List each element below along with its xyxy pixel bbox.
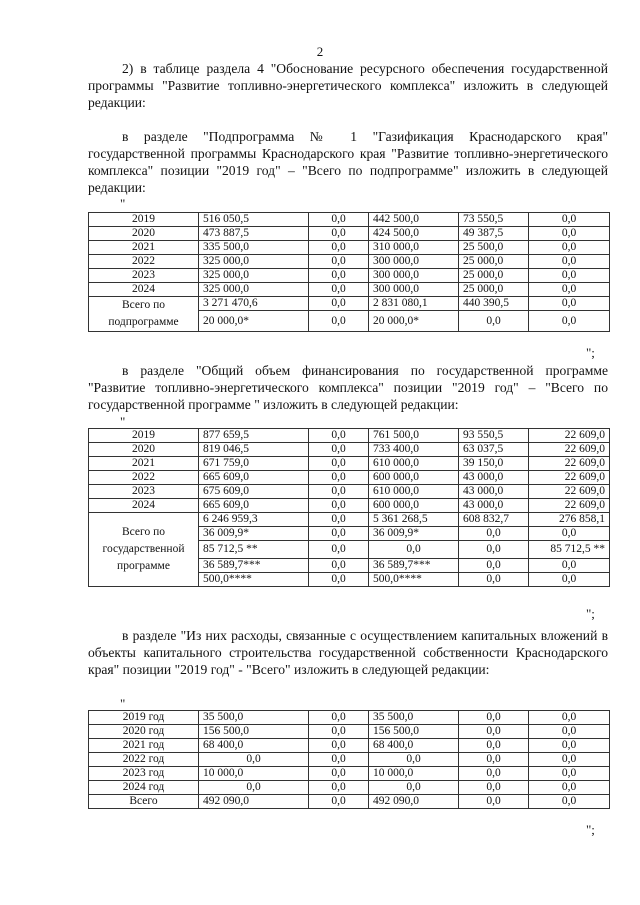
federal-cell: 0,0: [309, 311, 369, 332]
year-cell: 2023: [89, 269, 199, 283]
local-cell: 440 390,5: [459, 297, 529, 311]
federal-cell: 0,0: [309, 541, 369, 559]
year-cell: 2020 год: [89, 725, 199, 739]
federal-cell: 0,0: [309, 227, 369, 241]
federal-cell: 0,0: [309, 241, 369, 255]
local-cell: 0,0: [459, 541, 529, 559]
program-funding-table: [88, 428, 610, 587]
total-cell: 665 609,0: [199, 471, 309, 485]
total-cell: 0,0: [199, 753, 309, 767]
table-row: [89, 443, 610, 457]
total-cell: 473 887,5: [199, 227, 309, 241]
extrabudget-cell: 22 609,0: [529, 485, 610, 499]
federal-cell: 0,0: [309, 739, 369, 753]
total-cell: 85 712,5 **: [199, 541, 309, 559]
local-cell: 63 037,5: [459, 443, 529, 457]
federal-cell: 0,0: [309, 711, 369, 725]
regional-cell: 761 500,0: [369, 429, 459, 443]
total-cell: 665 609,0: [199, 499, 309, 513]
total-cell: 877 659,5: [199, 429, 309, 443]
total-cell: 500,0****: [199, 573, 309, 587]
table-row: [89, 711, 610, 725]
regional-cell: 10 000,0: [369, 767, 459, 781]
total-cell: 516 050,5: [199, 213, 309, 227]
extrabudget-cell: 0,0: [529, 269, 610, 283]
local-cell: 25 000,0: [459, 283, 529, 297]
total-cell: 36 589,7***: [199, 559, 309, 573]
federal-cell: 0,0: [309, 527, 369, 541]
regional-cell: 0,0: [369, 541, 459, 559]
federal-cell: 0,0: [309, 429, 369, 443]
local-cell: 43 000,0: [459, 471, 529, 485]
regional-cell: 300 000,0: [369, 255, 459, 269]
capital-investments-table: [88, 710, 610, 809]
year-cell: 2024 год: [89, 781, 199, 795]
regional-cell: 0,0: [369, 781, 459, 795]
extrabudget-cell: 0,0: [529, 753, 610, 767]
regional-cell: 0,0: [369, 753, 459, 767]
federal-cell: 0,0: [309, 513, 369, 527]
extrabudget-cell: 0,0: [529, 241, 610, 255]
total-label-cell: Всего по государственной программе: [89, 513, 199, 587]
total-cell: 3 271 470,6: [199, 297, 309, 311]
year-cell: Всего: [89, 795, 199, 809]
total-cell: 156 500,0: [199, 725, 309, 739]
subprogram-funding-table: [88, 212, 610, 332]
extrabudget-cell: 0,0: [529, 739, 610, 753]
local-cell: 0,0: [459, 711, 529, 725]
extrabudget-cell: 0,0: [529, 213, 610, 227]
federal-cell: 0,0: [309, 255, 369, 269]
table-row: [89, 227, 610, 241]
extrabudget-cell: 0,0: [529, 227, 610, 241]
extrabudget-cell: 0,0: [529, 781, 610, 795]
table-row: [89, 725, 610, 739]
opening-quote: ": [120, 196, 126, 211]
total-label-cell: Всего по подпрограмме: [89, 297, 199, 332]
local-cell: 25 000,0: [459, 255, 529, 269]
year-cell: 2019: [89, 429, 199, 443]
total-cell: 68 400,0: [199, 739, 309, 753]
year-cell: 2024: [89, 499, 199, 513]
regional-cell: 2 831 080,1: [369, 297, 459, 311]
total-cell: 6 246 959,3: [199, 513, 309, 527]
table-row: [89, 269, 610, 283]
regional-cell: 610 000,0: [369, 457, 459, 471]
local-cell: 0,0: [459, 527, 529, 541]
table-row: [89, 457, 610, 471]
extrabudget-cell: 0,0: [529, 795, 610, 809]
local-cell: 43 000,0: [459, 485, 529, 499]
year-cell: 2019: [89, 213, 199, 227]
extrabudget-cell: 85 712,5 **: [529, 541, 610, 559]
year-cell: 2023: [89, 485, 199, 499]
local-cell: 0,0: [459, 573, 529, 587]
table-row: [89, 241, 610, 255]
table-row: [89, 255, 610, 269]
federal-cell: 0,0: [309, 213, 369, 227]
table-row: [89, 283, 610, 297]
local-cell: 39 150,0: [459, 457, 529, 471]
local-cell: 73 550,5: [459, 213, 529, 227]
year-cell: 2022: [89, 255, 199, 269]
local-cell: 0,0: [459, 739, 529, 753]
extrabudget-cell: 0,0: [529, 559, 610, 573]
table-row: [89, 499, 610, 513]
total-cell: 325 000,0: [199, 269, 309, 283]
paragraph-capital-investments: в разделе "Из них расходы, связанные с осуществлением капитальных вложений в объекты капитального строительства государственной собственности Краснодарского края" позиции "2019 год" - "Всего" изложить в следующей редакции:: [88, 628, 608, 677]
federal-cell: 0,0: [309, 283, 369, 297]
year-cell: 2021: [89, 457, 199, 471]
local-cell: 0,0: [459, 559, 529, 573]
total-cell: 492 090,0: [199, 795, 309, 809]
paragraph-intro: 2) в таблице раздела 4 "Обоснование ресурсного обеспечения государственной программы "Развитие топливно-энергетического комплекса" изложить в следующей редакции:: [88, 61, 608, 110]
total-cell: 10 000,0: [199, 767, 309, 781]
table-row: [89, 767, 610, 781]
local-cell: 0,0: [459, 795, 529, 809]
federal-cell: 0,0: [309, 471, 369, 485]
total-cell: 35 500,0: [199, 711, 309, 725]
federal-cell: 0,0: [309, 499, 369, 513]
local-cell: 0,0: [459, 753, 529, 767]
year-cell: 2022 год: [89, 753, 199, 767]
page-number: 2: [316, 44, 324, 59]
opening-quote: ": [120, 414, 126, 429]
federal-cell: 0,0: [309, 485, 369, 499]
regional-cell: 492 090,0: [369, 795, 459, 809]
extrabudget-cell: 0,0: [529, 573, 610, 587]
federal-cell: 0,0: [309, 573, 369, 587]
extrabudget-cell: 0,0: [529, 711, 610, 725]
table-row: [89, 781, 610, 795]
table-row: [89, 429, 610, 443]
federal-cell: 0,0: [309, 297, 369, 311]
regional-cell: 5 361 268,5: [369, 513, 459, 527]
closing-quote: ";: [586, 606, 595, 621]
federal-cell: 0,0: [309, 795, 369, 809]
opening-quote: ": [120, 696, 126, 711]
local-cell: 608 832,7: [459, 513, 529, 527]
regional-cell: 35 500,0: [369, 711, 459, 725]
table-row: [89, 753, 610, 767]
regional-cell: 442 500,0: [369, 213, 459, 227]
extrabudget-cell: 0,0: [529, 725, 610, 739]
local-cell: 49 387,5: [459, 227, 529, 241]
total-cell: 335 500,0: [199, 241, 309, 255]
extrabudget-cell: 22 609,0: [529, 457, 610, 471]
federal-cell: 0,0: [309, 443, 369, 457]
closing-quote: ";: [586, 822, 595, 837]
table-row: [89, 213, 610, 227]
regional-cell: 68 400,0: [369, 739, 459, 753]
total-cell: 325 000,0: [199, 255, 309, 269]
year-cell: 2023 год: [89, 767, 199, 781]
extrabudget-cell: 0,0: [529, 283, 610, 297]
year-cell: 2020: [89, 227, 199, 241]
extrabudget-cell: 0,0: [529, 767, 610, 781]
federal-cell: 0,0: [309, 457, 369, 471]
regional-cell: 310 000,0: [369, 241, 459, 255]
total-cell: 675 609,0: [199, 485, 309, 499]
table-row: [89, 485, 610, 499]
table-row: [89, 739, 610, 753]
total-cell: 671 759,0: [199, 457, 309, 471]
extrabudget-cell: 0,0: [529, 255, 610, 269]
local-cell: 0,0: [459, 767, 529, 781]
federal-cell: 0,0: [309, 269, 369, 283]
local-cell: 0,0: [459, 781, 529, 795]
total-cell: 325 000,0: [199, 283, 309, 297]
paragraph-total-program: в разделе "Общий объем финансирования по государственной программе "Развитие топливно-энергетического комплекса" позиции "2019 год" – "Всего по государственной программе " изложить в следующей редакции:: [88, 363, 608, 412]
federal-cell: 0,0: [309, 767, 369, 781]
extrabudget-cell: 22 609,0: [529, 429, 610, 443]
total-cell: 0,0: [199, 781, 309, 795]
regional-cell: 610 000,0: [369, 485, 459, 499]
year-cell: 2021: [89, 241, 199, 255]
federal-cell: 0,0: [309, 725, 369, 739]
closing-quote: ";: [586, 345, 595, 360]
regional-cell: 36 589,7***: [369, 559, 459, 573]
table-row-total: [89, 297, 610, 311]
table-row: [89, 471, 610, 485]
regional-cell: 300 000,0: [369, 283, 459, 297]
regional-cell: 424 500,0: [369, 227, 459, 241]
local-cell: 25 500,0: [459, 241, 529, 255]
federal-cell: 0,0: [309, 559, 369, 573]
year-cell: 2022: [89, 471, 199, 485]
regional-cell: 300 000,0: [369, 269, 459, 283]
federal-cell: 0,0: [309, 781, 369, 795]
extrabudget-cell: 0,0: [529, 311, 610, 332]
local-cell: 0,0: [459, 311, 529, 332]
table-row-total: [89, 513, 610, 527]
paragraph-subprogram: в разделе "Подпрограмма № 1 "Газификация Краснодарского края" государственной программы Краснодарского края "Развитие топливно-энергетического комплекса" позиции "2019 год" – "Всего по подпрограмме" изложить в следующей редакции:: [88, 129, 608, 195]
regional-cell: 600 000,0: [369, 471, 459, 485]
year-cell: 2021 год: [89, 739, 199, 753]
local-cell: 43 000,0: [459, 499, 529, 513]
local-cell: 0,0: [459, 725, 529, 739]
regional-cell: 733 400,0: [369, 443, 459, 457]
regional-cell: 36 009,9*: [369, 527, 459, 541]
local-cell: 25 000,0: [459, 269, 529, 283]
year-cell: 2020: [89, 443, 199, 457]
regional-cell: 600 000,0: [369, 499, 459, 513]
extrabudget-cell: 22 609,0: [529, 443, 610, 457]
federal-cell: 0,0: [309, 753, 369, 767]
year-cell: 2019 год: [89, 711, 199, 725]
extrabudget-cell: 0,0: [529, 527, 610, 541]
extrabudget-cell: 0,0: [529, 297, 610, 311]
total-cell: 819 046,5: [199, 443, 309, 457]
table-row-total: [89, 795, 610, 809]
local-cell: 93 550,5: [459, 429, 529, 443]
extrabudget-cell: 22 609,0: [529, 471, 610, 485]
extrabudget-cell: 276 858,1: [529, 513, 610, 527]
year-cell: 2024: [89, 283, 199, 297]
regional-cell: 500,0****: [369, 573, 459, 587]
extrabudget-cell: 22 609,0: [529, 499, 610, 513]
total-cell: 20 000,0*: [199, 311, 309, 332]
total-cell: 36 009,9*: [199, 527, 309, 541]
regional-cell: 20 000,0*: [369, 311, 459, 332]
regional-cell: 156 500,0: [369, 725, 459, 739]
